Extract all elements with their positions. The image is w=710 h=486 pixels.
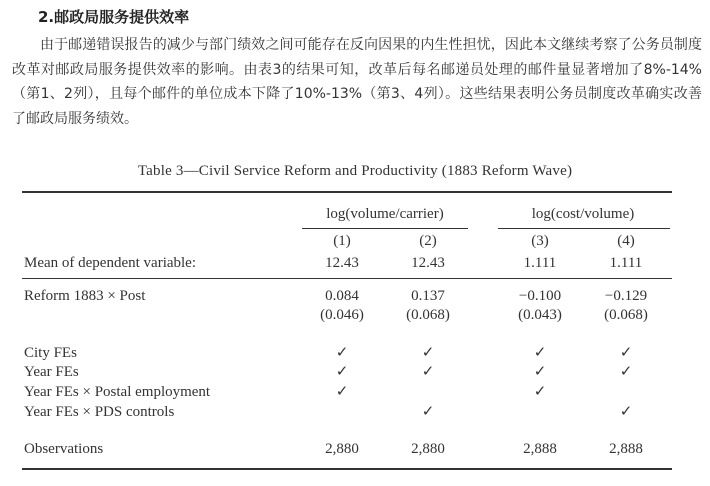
- row-label-reform: Reform 1883 × Post: [24, 288, 146, 304]
- table-bottom-rule: [22, 468, 672, 470]
- column-header: (4): [617, 233, 635, 249]
- mean-cell: 12.43: [325, 255, 359, 271]
- observations-cell: 2,880: [325, 441, 359, 457]
- row-label-mean: Mean of dependent variable:: [24, 255, 197, 271]
- body-paragraph: 由于邮递错误报告的减少与部门绩效之间可能存在反向因果的内生性担忧，因此本文继续考察了公务员制度改革对邮政局服务提供效率的影响。由表3的结果可知，改革后每名邮递员处理的邮件量显著增加了8%-14%（第1、2列），且每个邮件的单位成本下降了10%-13%（第3、4列）。这些结果表明公务员制度改革确实改善了邮政局服务绩效。: [12, 37, 702, 127]
- row-label-pds-controls: Year FEs × PDS controls: [24, 404, 175, 420]
- table-mid-rule: [22, 278, 672, 279]
- check-mark: ✓: [533, 384, 547, 400]
- row-label-year-fes: Year FEs: [24, 364, 79, 380]
- coefficient-cell: −0.129: [604, 288, 648, 304]
- group-underline-cost: [498, 228, 670, 229]
- std-error-cell: (0.043): [518, 307, 562, 323]
- coefficient-cell: −0.100: [518, 288, 562, 304]
- check-mark: ✓: [619, 364, 633, 380]
- check-mark: ✓: [335, 345, 349, 361]
- coefficient-cell: 0.137: [411, 288, 445, 304]
- row-label-postal-employment: Year FEs × Postal employment: [24, 384, 211, 400]
- table-caption: [0, 163, 710, 180]
- check-mark: ✓: [533, 345, 547, 361]
- check-mark: ✓: [421, 364, 435, 380]
- group-header-cost: log(cost/volume): [531, 206, 635, 222]
- row-label-city-fes: City FEs: [24, 345, 77, 361]
- mean-cell: 12.43: [411, 255, 445, 271]
- observations-cell: 2,888: [609, 441, 643, 457]
- observations-cell: 2,880: [411, 441, 445, 457]
- check-mark: ✓: [335, 384, 349, 400]
- check-mark: ✓: [533, 364, 547, 380]
- row-label-observations: Observations: [24, 441, 104, 457]
- column-header: (1): [333, 233, 351, 249]
- coefficient-cell: 0.084: [325, 288, 359, 304]
- group-underline-volume: [302, 228, 468, 229]
- std-error-cell: (0.046): [320, 307, 364, 323]
- table-top-rule: [22, 191, 672, 193]
- observations-cell: 2,888: [523, 441, 557, 457]
- caption-prefix: Table 3—Civil Service Reform and Productivity (1883 Reform Wave): [137, 163, 573, 179]
- std-error-cell: (0.068): [406, 307, 450, 323]
- check-mark: ✓: [619, 345, 633, 361]
- check-mark: ✓: [335, 364, 349, 380]
- check-mark: ✓: [421, 404, 435, 420]
- check-mark: ✓: [421, 345, 435, 361]
- check-mark: ✓: [619, 404, 633, 420]
- column-header: (3): [531, 233, 549, 249]
- std-error-cell: (0.068): [604, 307, 648, 323]
- mean-cell: 1.111: [609, 255, 643, 271]
- section-heading: 2.邮政局服务提供效率: [38, 8, 190, 26]
- group-header-volume: log(volume/carrier): [326, 206, 444, 222]
- mean-cell: 1.111: [523, 255, 557, 271]
- column-header: (2): [419, 233, 437, 249]
